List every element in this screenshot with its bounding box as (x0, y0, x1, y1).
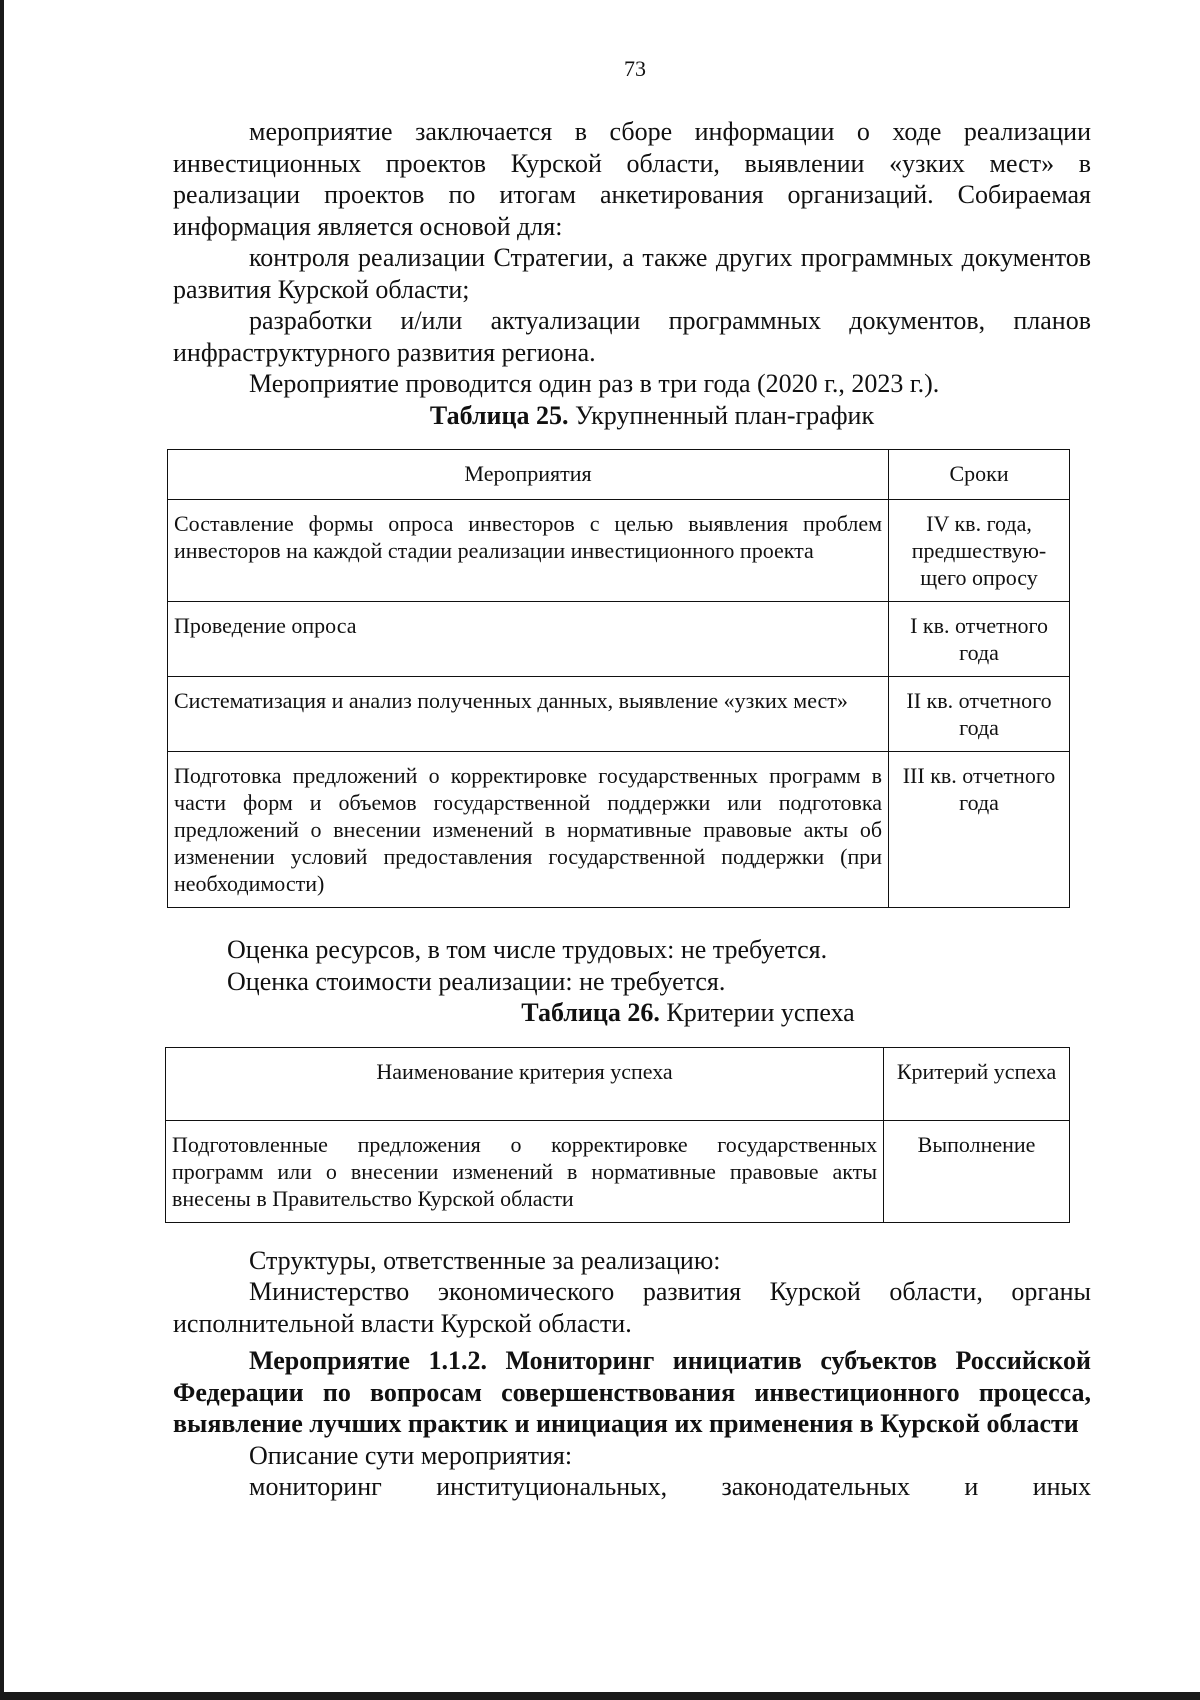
intro-paragraph-2: контроля реализации Стратегии, а также других программных документов развития Курской области; (173, 243, 1091, 304)
table26-header-value: Критерий успеха (884, 1047, 1070, 1120)
cost-estimate-line: Оценка стоимости реализации: не требуется. (227, 966, 726, 996)
table25-caption (213, 400, 1091, 432)
table26-value-cell: Выполнение (884, 1120, 1070, 1222)
table26-caption-title: Критерии успеха (659, 998, 855, 1027)
table25-header-row (168, 450, 1070, 500)
table25-header-activities: Мероприятия (168, 450, 889, 500)
description-label: Описание сути мероприятия: (249, 1440, 573, 1470)
table-row (166, 1120, 1070, 1222)
table-row (168, 500, 1070, 602)
page-bottom-edge (0, 1692, 1200, 1700)
table25-caption-title: Укрупненный план-график (568, 400, 875, 430)
page-left-edge (0, 0, 4, 1700)
table26-header-criterion: Наименование критерия успеха (166, 1047, 884, 1120)
table25-activity-cell: Систематизация и анализ полученных данных, выявление «узких мест» (168, 677, 889, 752)
table25-header-terms: Сроки (889, 450, 1070, 500)
page-number: 73 (624, 56, 646, 81)
page-content (173, 116, 1091, 1503)
table25-term-cell: III кв. отчетного года (889, 752, 1070, 908)
table25-term-cell: IV кв. года, предшествую-щего опросу (889, 500, 1070, 602)
description-start: мониторинг институциональных, законодательных и иных (249, 1472, 1091, 1501)
table-row (168, 602, 1070, 677)
resource-estimate-line: Оценка ресурсов, в том числе трудовых: не требуется. (227, 935, 828, 964)
table26-caption-number: Таблица 26. (521, 998, 660, 1027)
table25-term-cell: II кв. отчетного года (889, 677, 1070, 752)
table26-caption (285, 997, 1091, 1029)
responsible-label: Структуры, ответственные за реализацию: (249, 1245, 721, 1275)
table25-activity-cell: Подготовка предложений о корректировке государственных программ в части форм и объемов государственной поддержки или подготовка предложений о внесении изменений в нормативные правовые акты об изменении условий предоставления государственной поддержки (при необходимости) (168, 752, 889, 908)
table25-activity-cell: Составление формы опроса инвесторов с целью выявления проблем инвесторов на каждой стадии реализации инвестиционного проекта (168, 500, 889, 602)
table25-term-cell: I кв. отчетного года (889, 602, 1070, 677)
responsible-text: Министерство экономического развития Курской области, органы исполнительной власти Курской области. (173, 1277, 1091, 1338)
section-heading: Мероприятие 1.1.2. Мониторинг инициатив субъектов Российской Федерации по вопросам совершенствования инвестиционного процесса, выявление лучших практик и инициация их применения в Курской области (173, 1346, 1091, 1438)
intro-paragraph-1: мероприятие заключается в сборе информации о ходе реализации инвестиционных проектов Курской области, выявлении «узких мест» в реализации проектов по итогам анкетирования организаций. Собираемая информация является основой для: (173, 117, 1091, 241)
intro-paragraph-3: разработки и/или актуализации программных документов, планов инфраструктурного развития региона. (173, 306, 1091, 367)
table26-header-row (166, 1047, 1070, 1120)
table-25 (167, 449, 1070, 908)
table-row (168, 752, 1070, 908)
table26-criterion-cell: Подготовленные предложения о корректировке государственных программ или о внесении изменений в нормативные правовые акты внесены в Правительство Курской области (166, 1120, 884, 1222)
table-row (168, 677, 1070, 752)
table-26 (165, 1047, 1070, 1223)
table25-caption-number: Таблица 25. (429, 400, 569, 430)
table25-activity-cell: Проведение опроса (168, 602, 889, 677)
intro-paragraph-4: Мероприятие проводится один раз в три года (2020 г., 2023 г.). (249, 369, 940, 398)
